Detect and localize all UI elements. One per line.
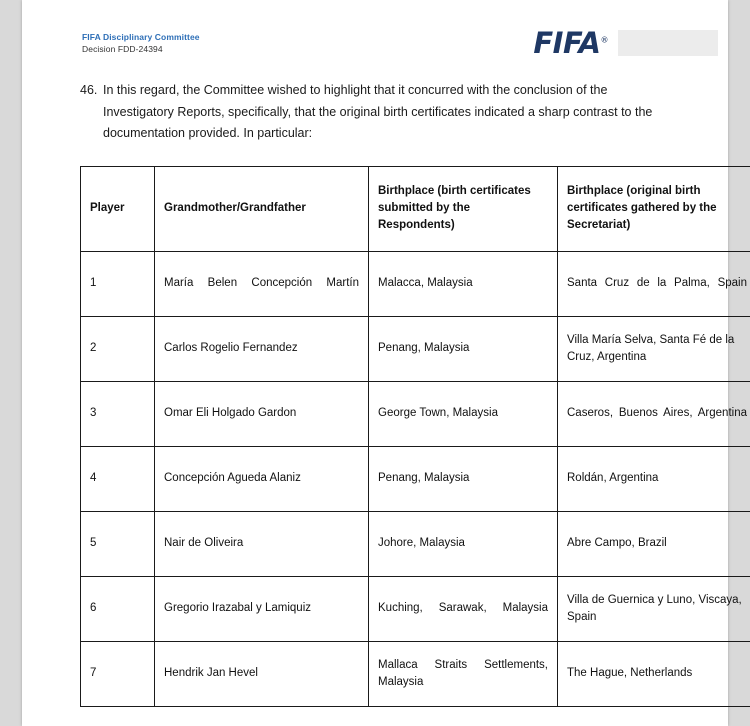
cell-birthplace-original: Caseros, Buenos Aires, Argentina [558, 381, 750, 446]
table-row [81, 251, 750, 316]
paragraph-46 [80, 80, 678, 145]
committee-name: FIFA Disciplinary Committee [82, 32, 200, 42]
fifa-logo [533, 26, 608, 60]
cell-relative: María Belen Concepción Martín [155, 251, 369, 316]
cell-birthplace-submitted: Mallaca Straits Settlements, Malaysia [369, 641, 558, 706]
cell-birthplace-submitted: George Town, Malaysia [369, 381, 558, 446]
table-body [81, 251, 750, 706]
header-blank-strip [618, 30, 718, 56]
column-header-relative: Grandmother/Grandfather [155, 166, 369, 251]
document-page [22, 0, 747, 726]
cell-birthplace-submitted: Kuching, Sarawak, Malaysia [369, 576, 558, 641]
cell-birthplace-original: Villa María Selva, Santa Fé de la Cruz, Argentina [558, 316, 750, 381]
table-row [81, 511, 750, 576]
paragraph-text: In this regard, the Committee wished to highlight that it concurred with the conclusion of the Investigatory Reports, specifically, that the original birth certificates indicated a sharp contrast to the documentation provided. In particular: [103, 83, 653, 140]
cell-relative: Carlos Rogelio Fernandez [155, 316, 369, 381]
header-text-block [82, 32, 200, 56]
cell-player: 3 [81, 381, 155, 446]
cell-relative: Hendrik Jan Hevel [155, 641, 369, 706]
paragraph-number: 46. [80, 83, 98, 97]
cell-birthplace-original: Abre Campo, Brazil [558, 511, 750, 576]
birthplace-comparison-table [80, 166, 750, 707]
table-row [81, 446, 750, 511]
cell-relative: Omar Eli Holgado Gardon [155, 381, 369, 446]
column-header-birthplace-original: Birthplace (original birth certificates gathered by the Secretariat) [558, 166, 750, 251]
registered-trademark-icon: ® [600, 35, 608, 45]
fifa-logo-text: FIFA [533, 26, 601, 60]
column-header-player: Player [81, 166, 155, 251]
cell-relative: Concepción Agueda Alaniz [155, 446, 369, 511]
cell-relative: Nair de Oliveira [155, 511, 369, 576]
cell-birthplace-original: The Hague, Netherlands [558, 641, 750, 706]
table-row [81, 316, 750, 381]
cell-player: 6 [81, 576, 155, 641]
cell-player: 5 [81, 511, 155, 576]
table-row [81, 576, 750, 641]
page-header [22, 0, 728, 62]
cell-birthplace-submitted: Penang, Malaysia [369, 316, 558, 381]
cell-birthplace-original: Santa Cruz de la Palma, Spain [558, 251, 750, 316]
cell-birthplace-original: Roldán, Argentina [558, 446, 750, 511]
table-row [81, 381, 750, 446]
table-header-row-group [81, 166, 750, 251]
cell-birthplace-submitted: Penang, Malaysia [369, 446, 558, 511]
cell-birthplace-submitted: Johore, Malaysia [369, 511, 558, 576]
decision-reference: Decision FDD-24394 [82, 44, 163, 55]
cell-relative: Gregorio Irazabal y Lamiquiz [155, 576, 369, 641]
table-row [81, 641, 750, 706]
cell-birthplace-original: Villa de Guernica y Luno, Viscaya, Spain [558, 576, 750, 641]
cell-player: 4 [81, 446, 155, 511]
column-header-birthplace-submitted: Birthplace (birth certificates submitted by the Respondents) [369, 166, 558, 251]
cell-player: 7 [81, 641, 155, 706]
cell-birthplace-submitted: Malacca, Malaysia [369, 251, 558, 316]
table-header-row [81, 166, 750, 251]
cell-player: 1 [81, 251, 155, 316]
cell-player: 2 [81, 316, 155, 381]
